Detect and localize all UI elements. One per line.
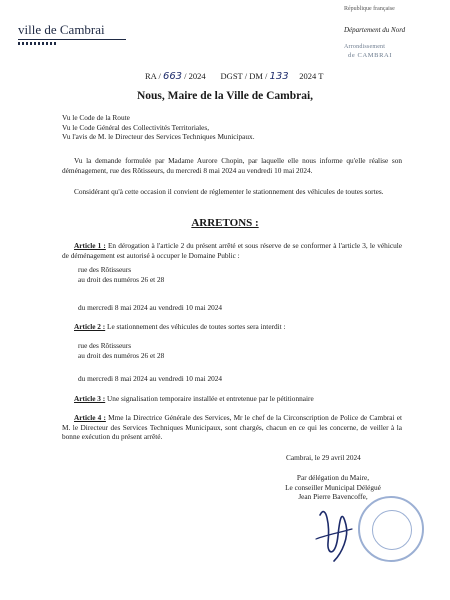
article-2-street: rue des Rôtisseurs xyxy=(78,341,132,350)
vu-item: Vu l'avis de M. le Directeur des Services Techniques Municipaux. xyxy=(62,132,255,141)
article-1-street: rue des Rôtisseurs xyxy=(78,265,132,274)
ref-prefix: RA / xyxy=(145,71,161,81)
vu-item: Vu le Code Général des Collectivités Territoriales, xyxy=(62,122,210,132)
official-stamp xyxy=(358,496,424,562)
vu-item: Vu le Code de la Route xyxy=(62,113,130,122)
handwritten-signature xyxy=(312,495,362,565)
arrondissement-label: Arrondissement xyxy=(344,44,386,50)
article-1-label: Article 1 : xyxy=(74,241,106,250)
logo-underline xyxy=(18,39,126,40)
article-4 xyxy=(62,413,402,442)
considering-paragraph: Considérant qu'à cette occasion il convient de réglementer le stationnement des véhicules de toutes sortes. xyxy=(74,187,384,196)
article-3-text: Une signalisation temporaire installée et entretenue par le pétitionnaire xyxy=(105,394,314,403)
place-date: Cambrai, le 29 avril 2024 xyxy=(286,453,361,462)
ref-dept: DGST / DM / xyxy=(220,71,268,81)
republic-label: République française xyxy=(344,6,395,12)
article-3-label: Article 3 : xyxy=(74,394,106,403)
article-1-text: En dérogation à l'article 2 du présent arrêté et sous réserve de se conformer à l'article 3, le véhicule de déménagement est autorisé à occuper le Domaine Public : xyxy=(62,241,403,260)
article-2-label: Article 2 : xyxy=(74,322,106,331)
article-4-label: Article 4 : xyxy=(74,413,106,422)
stamp-inner-ring xyxy=(372,510,412,550)
article-3 xyxy=(62,394,402,404)
arretons-heading: ARRETONS : xyxy=(191,217,259,229)
reference-line xyxy=(145,71,323,82)
logo-decoration xyxy=(18,42,126,45)
article-2-dates: du mercredi 8 mai 2024 au vendredi 10 mai 2024 xyxy=(78,374,223,383)
ref-year: / 2024 xyxy=(184,71,206,81)
article-2-numbers: au droit des numéros 26 et 28 xyxy=(78,350,165,360)
department-label: Département du Nord xyxy=(344,26,406,34)
article-2-text: Le stationnement des véhicules de toutes sortes sera interdit : xyxy=(105,322,286,331)
article-2 xyxy=(62,322,402,332)
city-logo-text: ville de Cambrai xyxy=(18,22,105,37)
signature-line: Le conseiller Municipal Délégué xyxy=(285,482,381,492)
article-1-dates: du mercredi 8 mai 2024 au vendredi 10 mai 2024 xyxy=(78,303,223,312)
article-4-text: Mme la Directrice Générale des Services, Mr le chef de la Circonscription de Police de Cambrai et M. le Directeur des Services Techniques Municipaux, sont chargés, chacun en ce qui les concerne, de veiller à la bonne exécution du présent arrêté. xyxy=(62,413,403,441)
ref-suffix: 2024 T xyxy=(299,71,324,81)
ref-dept-number: 133 xyxy=(269,71,289,82)
article-1 xyxy=(62,241,402,260)
document-title: Nous, Maire de la Ville de Cambrai, xyxy=(136,90,314,102)
article-1-numbers: au droit des numéros 26 et 28 xyxy=(78,274,165,284)
signature-line: Jean Pierre Bavencoffe, xyxy=(298,492,368,501)
arrondissement-name: de CAMBRAI xyxy=(348,52,393,59)
vu-list xyxy=(62,113,402,142)
request-paragraph: Vu la demande formulée par Madame Aurore Chopin, par laquelle elle nous informe qu'elle réalise son déménagement, rue des Rôtisseurs, du mercredi 8 mai 2024 au vendredi 10 mai 2024. xyxy=(62,156,402,175)
article-2-address xyxy=(78,341,164,360)
article-1-address xyxy=(78,265,164,284)
signature-line: Par délégation du Maire, xyxy=(296,473,370,482)
ref-number: 663 xyxy=(162,71,183,82)
